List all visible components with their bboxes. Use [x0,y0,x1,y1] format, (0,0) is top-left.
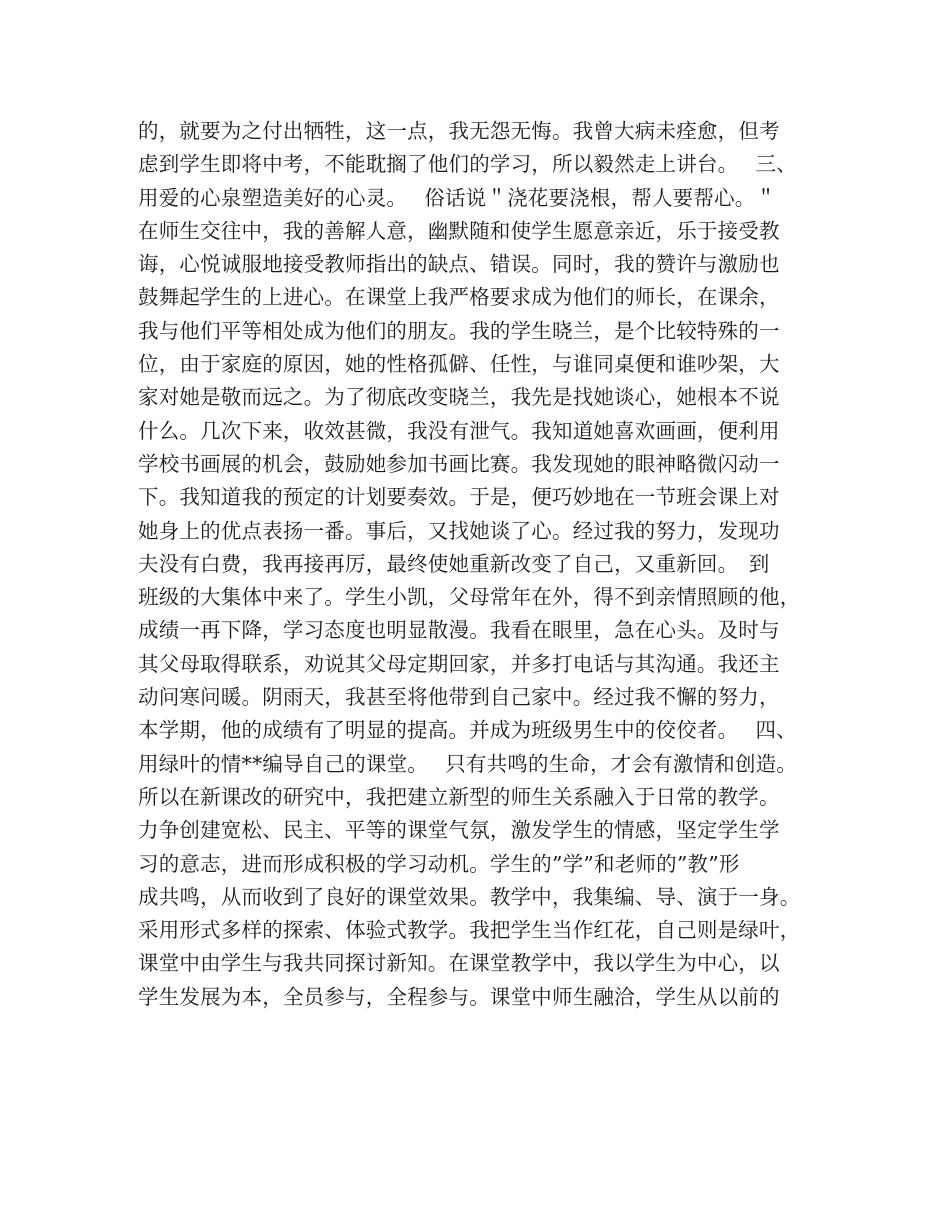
text-line: 诲，心悦诚服地接受教师指出的缺点、错误。同时，我的赞许与激励也 [138,252,780,277]
text-line: 用绿叶的情**编导自己的课堂。 只有共鸣的生命，才会有激情和创造。 [138,751,798,776]
text-line: 她身上的优点表扬一番。事后，又找她谈了心。经过我的努力，发现功 [138,518,780,543]
text-line: 成共鸣，从而收到了良好的课堂效果。教学中，我集编、导、演于一身。 [138,884,801,909]
text-line: 班级的大集体中来了。学生小凯，父母常年在外，得不到亲情照顾的他， [138,585,801,610]
text-line: 习的意志，进而形成积极的学习动机。学生的”学”和老师的”教”形 [138,851,740,876]
text-line: 我与他们平等相处成为他们的朋友。我的学生晓兰，是个比较特殊的一 [138,318,780,343]
text-line: 学生发展为本，全员参与，全程参与。课堂中师生融洽，学生从以前的 [138,984,780,1009]
body-text [138,115,838,1014]
text-line: 在师生交往中，我的善解人意，幽默随和使学生愿意亲近，乐于接受教 [138,218,780,243]
text-line: 家对她是敬而远之。为了彻底改变晓兰，我先是找她谈心，她根本不说 [138,385,780,410]
text-line: 所以在新课改的研究中，我把建立新型的师生关系融入于日常的教学。 [138,784,780,809]
text-line: 虑到学生即将中考，不能耽搁了他们的学习，所以毅然走上讲台。 三、 [138,152,797,177]
text-line: 其父母取得联系，劝说其父母定期回家，并多打电话与其沟通。我还主 [138,651,780,676]
text-line: 学校书画展的机会，鼓励她参加书画比赛。我发现她的眼神略微闪动一 [138,451,780,476]
text-line: 位，由于家庭的原因，她的性格孤僻、任性，与谁同桌便和谁吵架，大 [138,352,780,377]
text-line: 成绩一再下降，学习态度也明显散漫。我看在眼里，急在心头。及时与 [138,618,780,643]
text-line: 采用形式多样的探索、体验式教学。我把学生当作红花，自己则是绿叶， [138,918,801,943]
text-line: 下。我知道我的预定的计划要奏效。于是，便巧妙地在一节班会课上对 [138,485,780,510]
text-line: 力争创建宽松、民主、平等的课堂气氛，激发学生的情感，坚定学生学 [138,818,780,843]
text-line: 本学期，他的成绩有了明显的提高。并成为班级男生中的佼佼者。 四、 [138,718,797,743]
text-line: 夫没有白费，我再接再厉，最终使她重新改变了自己，又重新回。 到 [138,551,770,576]
text-line: 的，就要为之付出牺牲，这一点，我无怨无悔。我曾大病未痊愈，但考 [138,119,780,143]
text-line: 用爱的心泉塑造美好的心灵。 俗话说＂浇花要浇根，帮人要帮心。＂ [138,185,777,210]
text-line: 动问寒问暖。阴雨天，我甚至将他带到自己家中。经过我不懈的努力， [138,685,780,710]
text-line: 鼓舞起学生的上进心。在课堂上我严格要求成为他们的师长，在课余， [138,285,780,310]
text-line: 课堂中由学生与我共同探讨新知。在课堂教学中，我以学生为中心，以 [138,951,780,976]
text-line: 什么。几次下来，收效甚微，我没有泄气。我知道她喜欢画画，便利用 [138,418,780,443]
